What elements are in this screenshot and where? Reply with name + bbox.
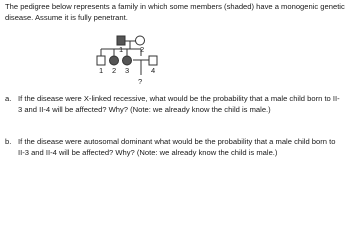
individual-I-2 (136, 36, 145, 45)
pedigree-chart (0, 0, 350, 92)
question-a (5, 94, 340, 115)
question-a-letter: a. (5, 94, 12, 103)
label-II-2: 2 (112, 66, 117, 75)
label-I-2: 2 (140, 45, 145, 54)
question-a-text: If the disease were X-linked recessive, what would be the probability that a male child born to II-3 and II-4 will be affected? Why? (Note: we already know the child is male.) (18, 94, 340, 114)
individual-II-1 (97, 56, 105, 65)
individual-II-3 (123, 56, 132, 65)
individual-II-2 (110, 56, 119, 65)
question-b-text: If the disease were autosomal dominant what would be the probability that a male child born to II-3 and II-4 will be affected? Why? (Note: we already know the child is male.) (18, 137, 336, 157)
individual-I-1 (117, 36, 125, 45)
label-II-3: 3 (125, 66, 130, 75)
question-b (5, 137, 340, 158)
label-II-1: 1 (99, 66, 104, 75)
label-I-1: 1 (119, 45, 124, 54)
unknown-child-label: ? (138, 77, 143, 86)
intro-paragraph: The pedigree below represents a family in which some members (shaded) have a monogenic genetic disease. Assume it is fully penetrant. (5, 2, 345, 22)
label-II-4: 4 (151, 66, 156, 75)
question-b-letter: b. (5, 137, 12, 146)
individual-II-4 (149, 56, 157, 65)
